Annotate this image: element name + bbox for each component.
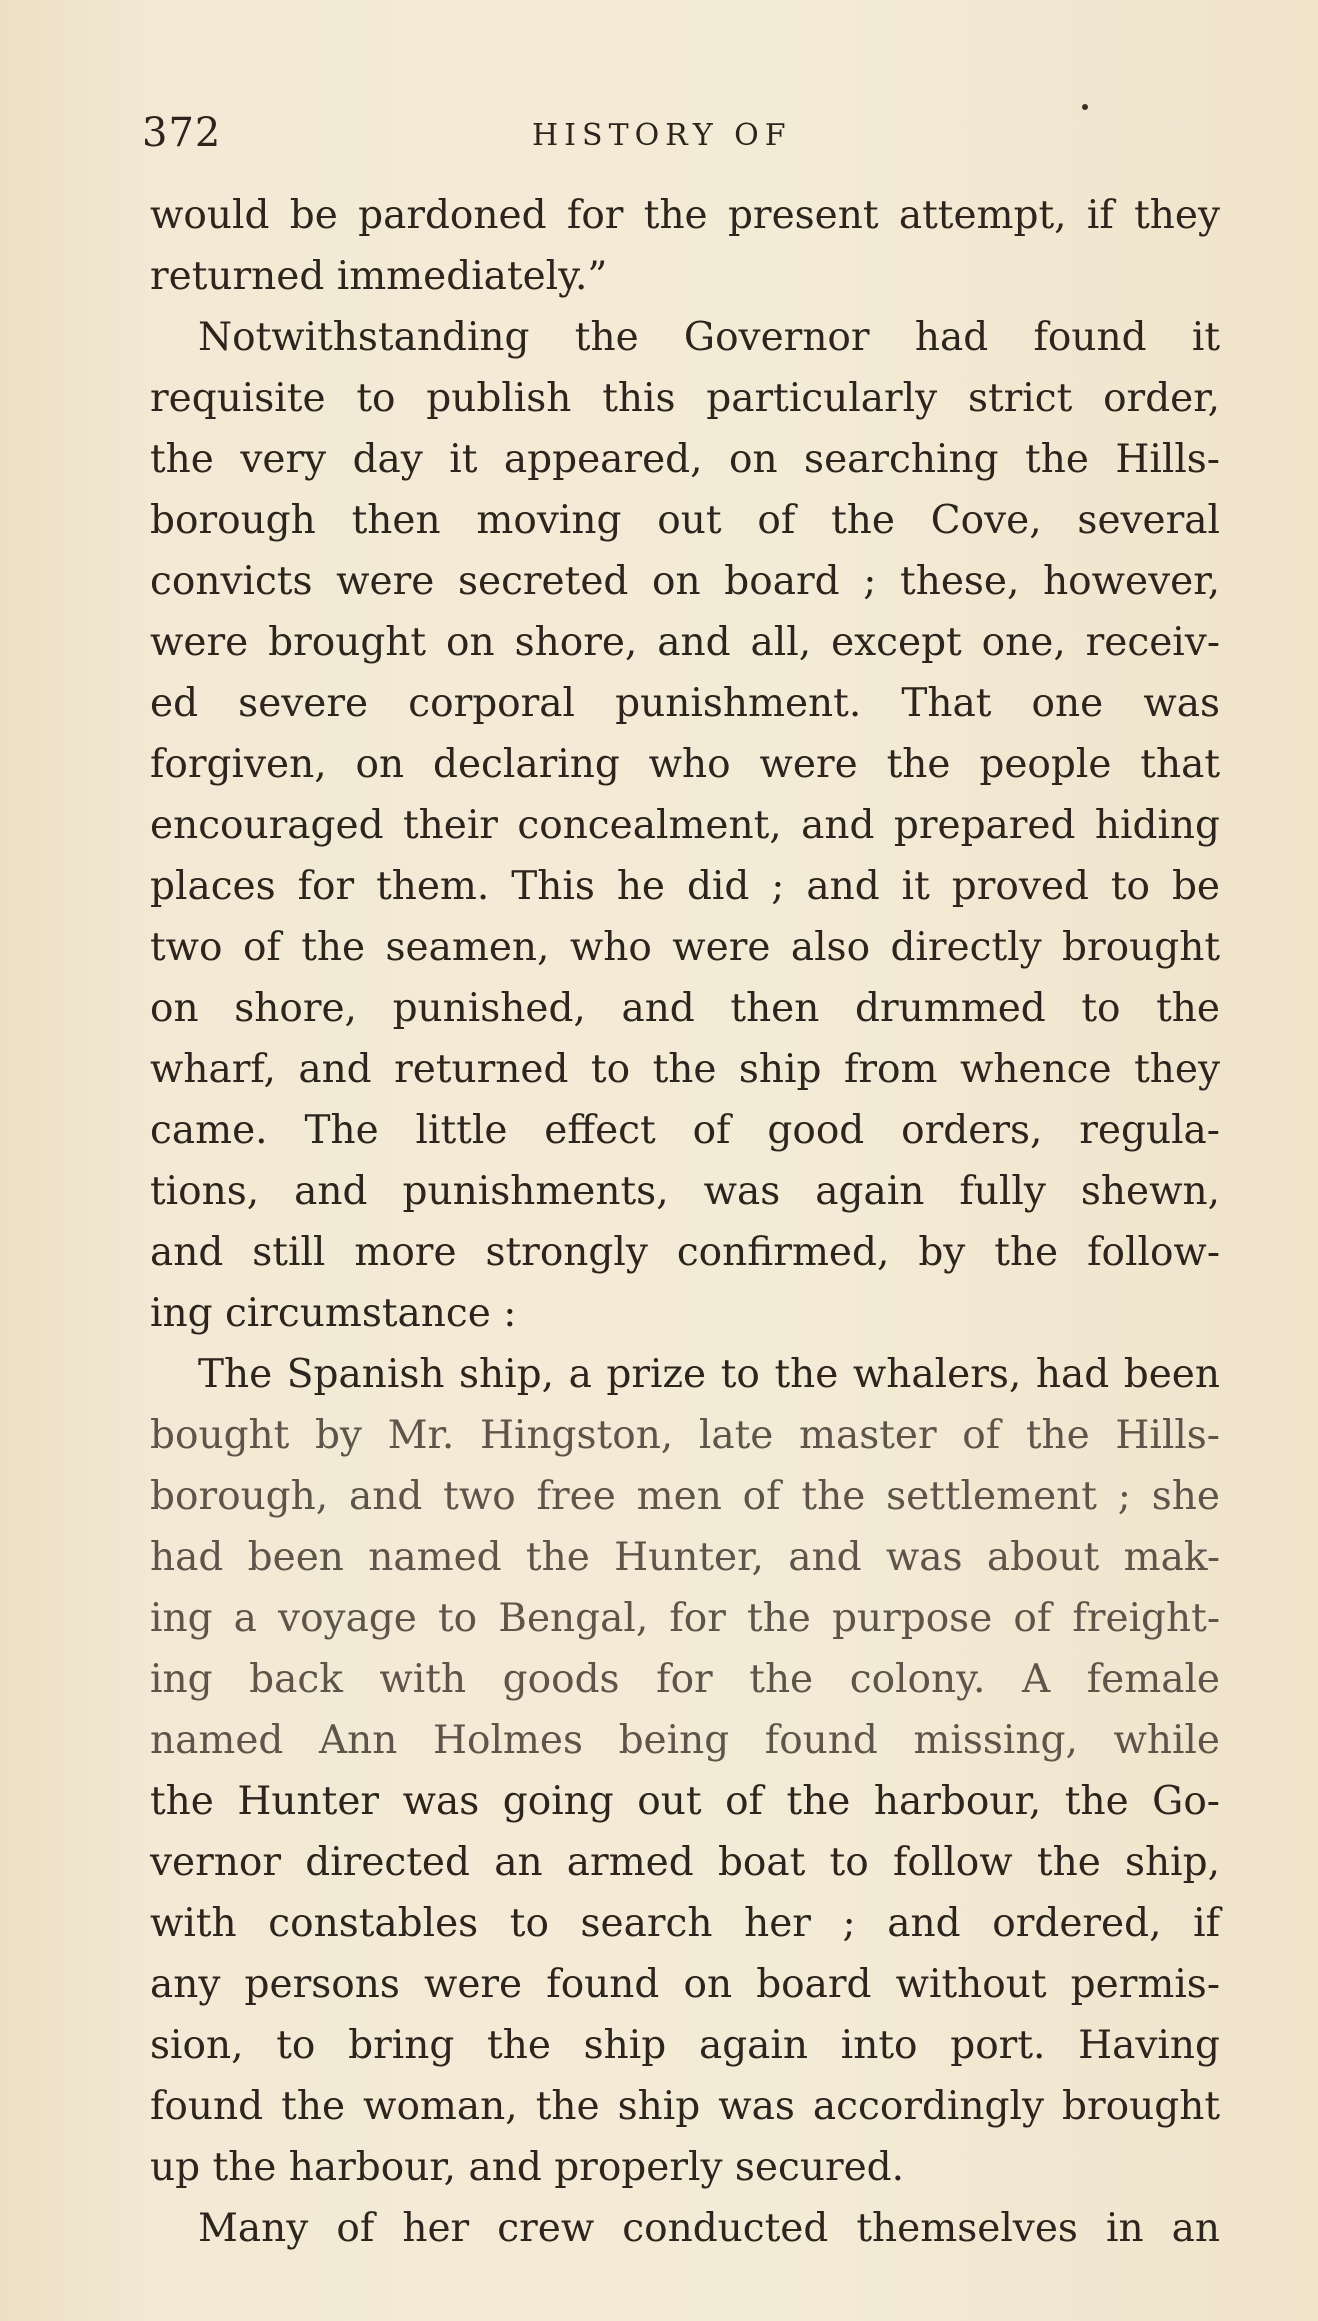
text-line: sion, to bring the ship again into port. Having <box>150 2023 1220 2068</box>
text-line: Notwithstanding the Governor had found it <box>198 315 1220 360</box>
text-line: named Ann Holmes being found missing, while <box>150 1718 1220 1763</box>
ink-speck <box>1082 104 1088 110</box>
running-title: HISTORY OF <box>532 118 792 153</box>
text-line: returned immediately.” <box>150 254 608 299</box>
text-line: borough then moving out of the Cove, several <box>150 498 1220 543</box>
text-line: came. The little effect of good orders, regula- <box>150 1108 1220 1153</box>
text-line: wharf, and returned to the ship from whence they <box>150 1047 1220 1092</box>
text-line: up the harbour, and properly secured. <box>150 2145 905 2190</box>
text-line: found the woman, the ship was accordingly brought <box>150 2084 1220 2129</box>
text-line: the very day it appeared, on searching the Hills- <box>150 437 1220 482</box>
text-line: with constables to search her ; and ordered, if <box>150 1901 1220 1946</box>
text-line: and still more strongly confirmed, by the follow- <box>150 1230 1220 1275</box>
page-number: 372 <box>142 110 222 156</box>
text-line: places for them. This he did ; and it proved to be <box>150 864 1220 909</box>
text-line: The Spanish ship, a prize to the whalers, had been <box>198 1352 1220 1397</box>
page-header <box>142 110 1222 160</box>
text-line: encouraged their concealment, and prepared hiding <box>150 803 1220 848</box>
text-line: ing a voyage to Bengal, for the purpose of freight- <box>150 1596 1220 1641</box>
text-line: tions, and punishments, was again fully shewn, <box>150 1169 1220 1214</box>
text-line: ing circumstance : <box>150 1291 517 1336</box>
text-line: requisite to publish this particularly strict order, <box>150 376 1220 421</box>
text-line: vernor directed an armed boat to follow the ship, <box>150 1840 1220 1885</box>
body-text <box>150 185 1220 2259</box>
text-line: Many of her crew conducted themselves in an <box>198 2206 1220 2251</box>
text-line: ed severe corporal punishment. That one was <box>150 681 1220 726</box>
text-line: had been named the Hunter, and was about mak- <box>150 1535 1220 1580</box>
text-line: on shore, punished, and then drummed to the <box>150 986 1220 1031</box>
text-line: forgiven, on declaring who were the people that <box>150 742 1220 787</box>
text-line: any persons were found on board without permis- <box>150 1962 1220 2007</box>
text-line: borough, and two free men of the settlement ; she <box>150 1474 1220 1519</box>
text-line: convicts were secreted on board ; these, however, <box>150 559 1220 604</box>
text-line: would be pardoned for the present attempt, if they <box>150 193 1220 238</box>
text-line: the Hunter was going out of the harbour, the Go- <box>150 1779 1220 1824</box>
text-line: bought by Mr. Hingston, late master of the Hills- <box>150 1413 1220 1458</box>
text-line: were brought on shore, and all, except one, receiv- <box>150 620 1220 665</box>
text-line: ing back with goods for the colony. A female <box>150 1657 1220 1702</box>
text-line: two of the seamen, who were also directly brought <box>150 925 1220 970</box>
